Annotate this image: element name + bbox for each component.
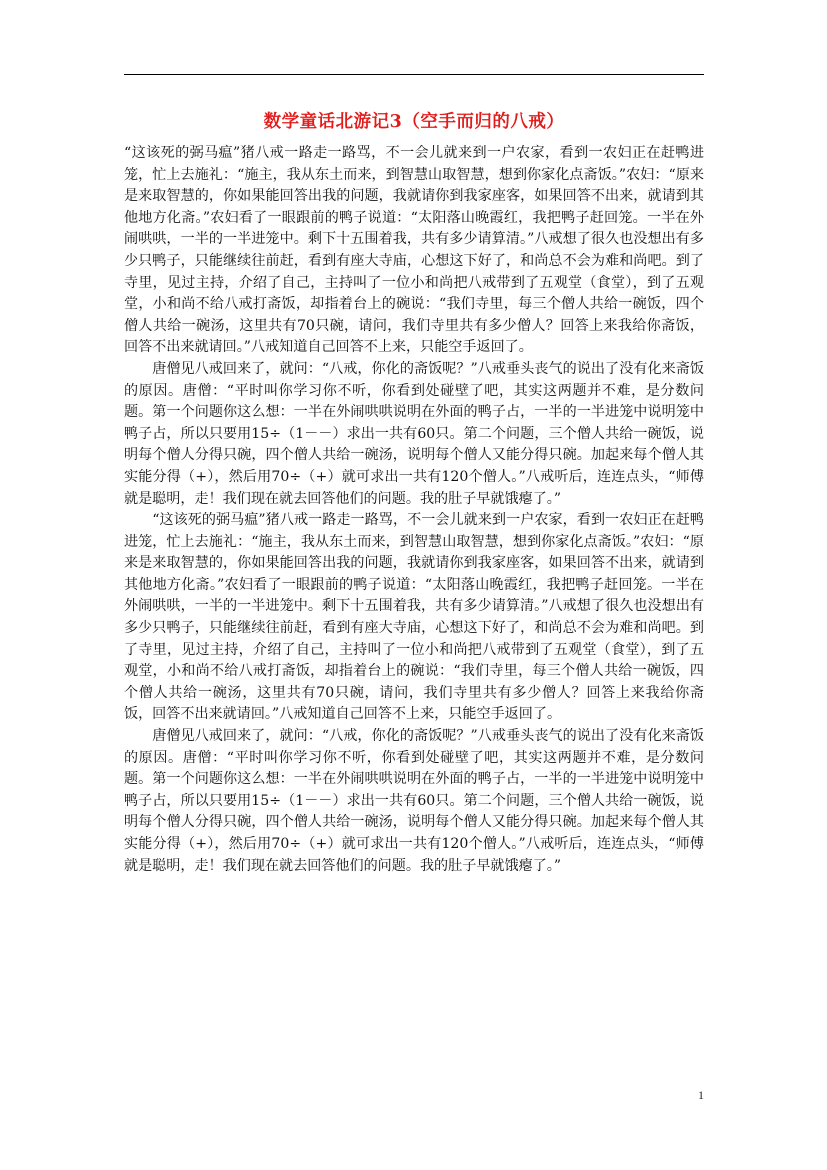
paragraph-1: “这该死的弼马瘟”猪八戒一路走一路骂，不一会儿就来到一户农家，看到一农妇正在赶鸭进笼，忙上去施礼：“施主，我从东土而来，到智慧山取智慧，想到你家化点斋饭。”农妇：“原来是来取智慧的，你如果能回答出我的问题，我就请你到我家座客，如果回答不出来，就请到其他地方化斋。”农妇看了一眼跟前的鸭子说道：“太阳落山晚霞红，我把鸭子赶回笼。一半在外闹哄哄，一半的一半进笼中。剩下十五围着我，共有多少请算清。”八戒想了很久也没想出有多少只鸭子，只能继续往前赶，看到有座大寺庙，心想这下好了，和尚总不会为难和尚吧。到了寺里，见过主持，介绍了自己，主持叫了一位小和尚把八戒带到了五观堂（食堂），到了五观堂，小和尚不给八戒打斋饭，却指着台上的碗说：“我们寺里，每三个僧人共给一碗饭，四个僧人共给一碗汤，这里共有70只碗，请问，我们寺里共有多少僧人？回答上来我给你斋饭，回答不出来就请回。”八戒知道自己回答不上来，只能空手返回了。 [124, 145, 704, 356]
paragraph-2: 唐僧见八戒回来了，就问：“八戒，你化的斋饭呢？”八戒垂头丧气的说出了没有化来斋饭的原因。唐僧：“平时叫你学习你不听，你看到处碰壁了吧，其实这两题并不难，是分数问题。第一个问题你这么想：一半在外闹哄哄说明在外面的鸭子占，一半的一半进笼中说明笼中鸭子占，所以只要用15÷（1－－）求出一共有60只。第二个问题，三个僧人共给一碗饭，说明每个僧人分得只碗，四个僧人共给一碗汤，说明每个僧人又能分得只碗。加起来每个僧人其实能分得（+），然后用70÷（+）就可求出一共有120个僧人。”八戒听后，连连点头，“师傅就是聪明，走！我们现在就去回答他们的问题。我的肚子早就饿瘪了。” [124, 360, 704, 507]
document-title: 数学童话北游记3（空手而归的八戒） [263, 112, 565, 132]
paragraph-4: 唐僧见八戒回来了，就问：“八戒，你化的斋饭呢？”八戒垂头丧气的说出了没有化来斋饭的原因。唐僧：“平时叫你学习你不听，你看到处碰壁了吧，其实这两题并不难，是分数问题。第一个问题你这么想：一半在外闹哄哄说明在外面的鸭子占，一半的一半进笼中说明笼中鸭子占，所以只要用15÷（1－－）求出一共有60只。第二个问题，三个僧人共给一碗饭，说明每个僧人分得只碗，四个僧人共给一碗汤，说明每个僧人又能分得只碗。加起来每个僧人其实能分得（+），然后用70÷（+）就可求出一共有120个僧人。”八戒听后，连连点头，“师傅就是聪明，走！我们现在就去回答他们的问题。我的肚子早就饿瘪了。” [124, 728, 704, 874]
document-body [124, 143, 704, 877]
header-rule [124, 74, 704, 75]
page-number: 1 [698, 1088, 704, 1102]
paragraph-3: “这该死的弼马瘟”猪八戒一路走一路骂，不一会儿就来到一户农家，看到一农妇正在赶鸭进笼，忙上去施礼：“施主，我从东土而来，到智慧山取智慧，想到你家化点斋饭。”农妇：“原来是来取智慧的，你如果能回答出我的问题，我就请你到我家座客，如果回答不出来，就请到其他地方化斋。”农妇看了一眼跟前的鸭子说道：“太阳落山晚霞红，我把鸭子赶回笼。一半在外闹哄哄，一半的一半进笼中。剩下十五围着我，共有多少请算清。”八戒想了很久也没想出有多少只鸭子，只能继续往前赶，看到有座大寺庙，心想这下好了，和尚总不会为难和尚吧。到了寺里，见过主持，介绍了自己，主持叫了一位小和尚把八戒带到了五观堂（食堂），到了五观堂，小和尚不给八戒打斋饭，却指着台上的碗说：“我们寺里，每三个僧人共给一碗饭，四个僧人共给一碗汤，这里共有70只碗，请问，我们寺里共有多少僧人？回答上来我给你斋饭，回答不出来就请回。”八戒知道自己回答不上来，只能空手返回了。 [124, 512, 704, 723]
